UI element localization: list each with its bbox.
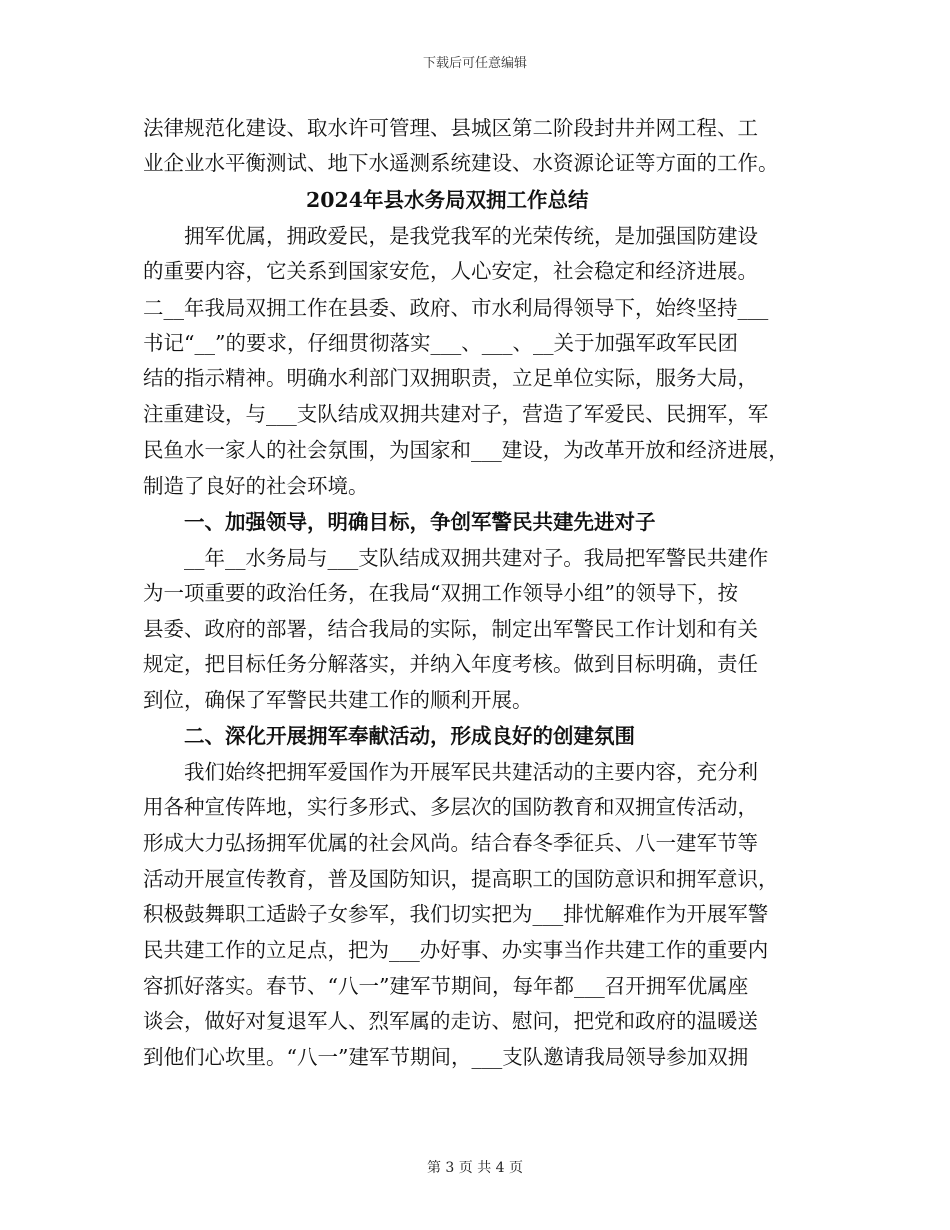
body-line: 法律规范化建设、取水许可管理、县城区第二阶段封井并网工程、工 bbox=[143, 116, 758, 140]
body-line: 形成大力弘扬拥军优属的社会风尚。结合春冬季征兵、八一建军节等 bbox=[143, 831, 758, 855]
body-line: 我们始终把拥军爱国作为开展军民共建活动的主要内容，充分利 bbox=[184, 760, 758, 784]
body-line: 制造了良好的社会环境。 bbox=[143, 474, 369, 498]
page-header: 下载后可任意编辑 bbox=[422, 56, 527, 71]
section-heading-1: 一、加强领导，明确目标，争创军警民共建先进对子 bbox=[184, 510, 656, 534]
body-line: __年__水务局与___支队结成双拥共建对子。我局把军警民共建作 bbox=[184, 546, 769, 570]
body-line: 结的指示精神。明确水利部门双拥职责，立足单位实际，服务大局， bbox=[143, 366, 758, 390]
body-line: 书记“__”的要求，仔细贯彻落实___、___、__关于加强军政军民团 bbox=[143, 331, 738, 355]
body-line: 的重要内容，它关系到国家安危，人心安定，社会稳定和经济进展。 bbox=[143, 259, 758, 283]
body-line: 到位，确保了军警民共建工作的顺利开展。 bbox=[143, 688, 533, 712]
body-line: 到他们心坎里。“八一”建军节期间，___支队邀请我局领导参加双拥 bbox=[143, 1045, 749, 1069]
body-line: 县委、政府的部署，结合我局的实际，制定出军警民工作计划和有关 bbox=[143, 617, 758, 641]
body-line: 积极鼓舞职工适龄子女参军，我们切实把为___排忧解难作为开展军警 bbox=[143, 902, 769, 926]
document-title: 2024年县水务局双拥工作总结 bbox=[306, 188, 589, 212]
body-line: 拥军优属，拥政爱民，是我党我军的光荣传统，是加强国防建设 bbox=[184, 224, 758, 248]
body-line: 民共建工作的立足点，把为___办好事、办实事当作共建工作的重要内 bbox=[143, 938, 769, 962]
body-line: 用各种宣传阵地，实行多形式、多层次的国防教育和双拥宣传活动， bbox=[143, 795, 758, 819]
section-heading-2: 二、深化开展拥军奉献活动，形成良好的创建氛围 bbox=[184, 724, 635, 748]
body-line: 容抓好落实。春节、“八一”建军节期间，每年都___召开拥军优属座 bbox=[143, 974, 749, 998]
body-line: 活动开展宣传教育，普及国防知识，提高职工的国防意识和拥军意识， bbox=[143, 867, 779, 891]
body-line: 谈会，做好对复退军人、烈军属的走访、慰问，把党和政府的温暖送 bbox=[143, 1009, 758, 1033]
body-line: 二__年我局双拥工作在县委、政府、市水利局得领导下，始终坚持___ bbox=[143, 296, 769, 320]
body-line: 业企业水平衡测试、地下水遥测系统建设、水资源论证等方面的工作。 bbox=[143, 151, 779, 175]
body-line: 民鱼水一家人的社会氛围，为国家和___建设，为改革开放和经济进展， bbox=[143, 438, 789, 462]
body-line: 为一项重要的政治任务，在我局“双拥工作领导小组”的领导下，按 bbox=[143, 581, 738, 605]
body-line: 注重建设，与___支队结成双拥共建对子，营造了军爱民、民拥军，军 bbox=[143, 402, 769, 426]
body-line: 规定，把目标任务分解落实，并纳入年度考核。做到目标明确，责任 bbox=[143, 652, 758, 676]
page-number: 第 3 页 共 4 页 bbox=[426, 1160, 524, 1176]
